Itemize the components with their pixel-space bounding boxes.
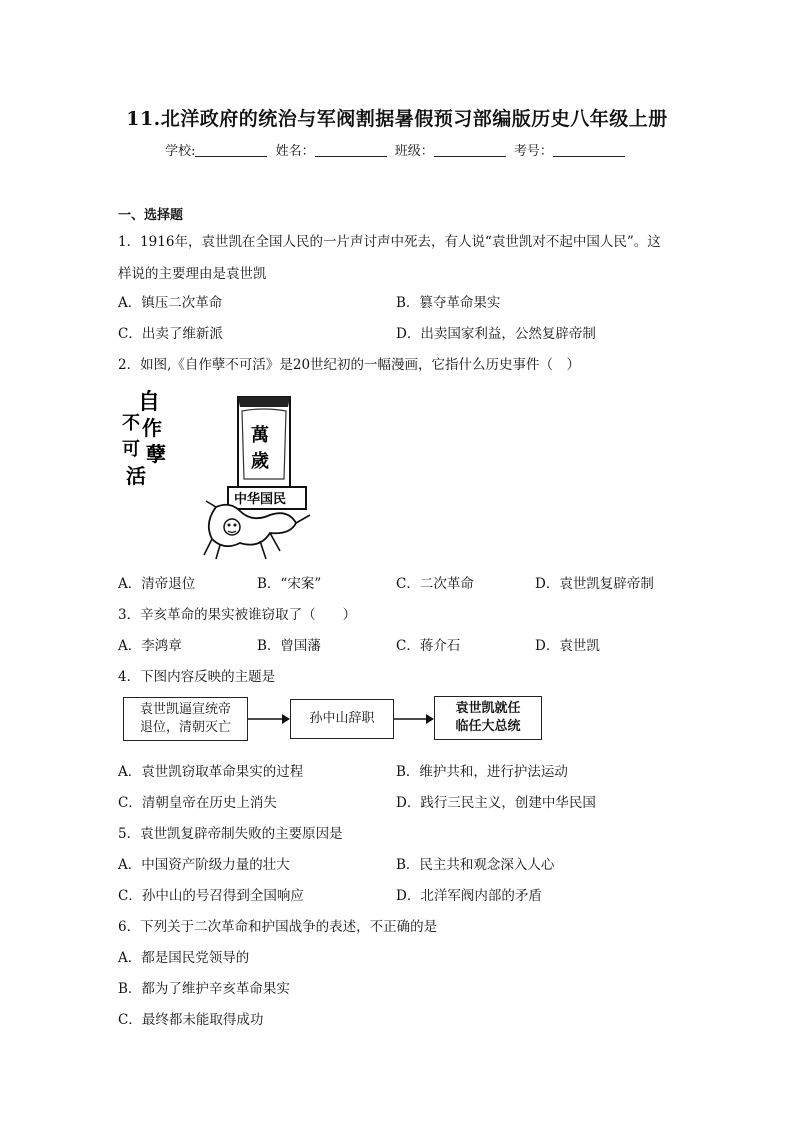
- class-blank[interactable]: [434, 144, 506, 157]
- banner-text: 中华国民: [234, 492, 287, 507]
- q4-option-d: D．践行三民主义，创建中华民国: [396, 795, 596, 811]
- q2-stem: 2．如图,《自作孽不可活》是20世纪初的一幅漫画，它指什么历史事件（ ）: [118, 357, 581, 373]
- q3-option-b: B．曾国藩: [257, 638, 321, 654]
- school-label: 学校:: [165, 144, 196, 159]
- flow-arrow-2: [394, 710, 434, 728]
- cartoon-char-3: 孽: [146, 442, 166, 466]
- cartoon-char-6: 活: [126, 464, 146, 488]
- q2-option-b: B．“宋案”: [257, 576, 322, 592]
- placard-char-2: 歲: [251, 451, 269, 472]
- name-blank[interactable]: [315, 144, 387, 157]
- q1-option-a: A．镇压二次革命: [118, 295, 223, 311]
- flow-box-2: [290, 699, 394, 739]
- name-label: 姓名：: [275, 144, 315, 159]
- q5-stem: 5．袁世凯复辟帝制失败的主要原因是: [118, 826, 343, 842]
- q6-stem: 6．下列关于二次革命和护国战争的表述，不正确的是: [118, 919, 438, 935]
- flow-box-1-line1: 袁世凯逼宣统帝: [139, 702, 231, 717]
- class-label: 班级：: [394, 144, 434, 159]
- exam-no-label: 考号：: [513, 144, 553, 159]
- q1-stem-line1: 1．1916年，袁世凯在全国人民的一片声讨声中死去，有人说“袁世凯对不起中国人民”。这: [118, 234, 661, 250]
- flow-box-3: [434, 696, 542, 740]
- q1-option-b: B．篡夺革命果实: [396, 295, 501, 311]
- q4-option-a: A．袁世凯窃取革命果实的过程: [118, 764, 304, 780]
- q5-option-d: D．北洋军阀内部的矛盾: [396, 888, 542, 904]
- cartoon-image: [120, 383, 330, 563]
- q5-option-c: C．孙中山的号召得到全国响应: [118, 888, 304, 904]
- q3-option-d: D．袁世凯: [535, 638, 600, 654]
- flow-arrow-1: [248, 710, 290, 728]
- cartoon-drawing: [120, 383, 330, 563]
- q4-stem: 4．下图内容反映的主题是: [118, 669, 276, 685]
- q6-option-b: B．都为了维护辛亥革命果实: [118, 981, 290, 997]
- q2-option-c: C．二次革命: [396, 576, 474, 592]
- cartoon-char-2: 作: [142, 416, 162, 440]
- student-info-line: [0, 140, 794, 159]
- placard-char-1: 萬: [251, 425, 269, 446]
- q3-option-c: C．蒋介石: [396, 638, 461, 654]
- q3-option-a: A．李鸿章: [118, 638, 182, 654]
- cartoon-char-5: 可: [122, 439, 140, 460]
- q3-stem: 3．辛亥革命的果实被谁窃取了（ ）: [118, 607, 357, 623]
- page-title: 11.北洋政府的统治与军阀割据暑假预习部编版历史八年级上册: [126, 108, 668, 130]
- q1-option-d: D．出卖国家利益，公然复辟帝制: [396, 326, 596, 342]
- q1-stem-line2: 样说的主要理由是袁世凯: [118, 266, 267, 282]
- q5-option-b: B．民主共和观念深入人心: [396, 857, 555, 873]
- school-blank[interactable]: [195, 144, 267, 157]
- flow-box-1: [123, 697, 248, 741]
- q5-option-a: A．中国资产阶级力量的壮大: [118, 857, 290, 873]
- section-heading: 一、选择题: [118, 208, 184, 223]
- q6-option-c: C．最终都未能取得成功: [118, 1012, 264, 1028]
- flow-box-2-text: 孙中山辞职: [309, 711, 375, 726]
- q2-option-d: D．袁世凯复辟帝制: [535, 576, 654, 592]
- flow-box-3-line1: 袁世凯就任: [455, 701, 521, 716]
- cartoon-char-1: 自: [138, 389, 161, 415]
- cartoon-char-4: 不: [122, 413, 140, 434]
- q4-option-b: B．维护共和，进行护法运动: [396, 764, 568, 780]
- q1-option-c: C．出卖了维新派: [118, 326, 223, 342]
- flow-box-1-line2: 退位，清朝灭亡: [139, 720, 231, 735]
- q6-option-a: A．都是国民党领导的: [118, 950, 250, 966]
- exam-no-blank[interactable]: [553, 144, 625, 157]
- q2-option-a: A．清帝退位: [118, 576, 196, 592]
- flow-box-3-line2: 临任大总统: [455, 719, 521, 734]
- q4-option-c: C．清朝皇帝在历史上消失: [118, 795, 277, 811]
